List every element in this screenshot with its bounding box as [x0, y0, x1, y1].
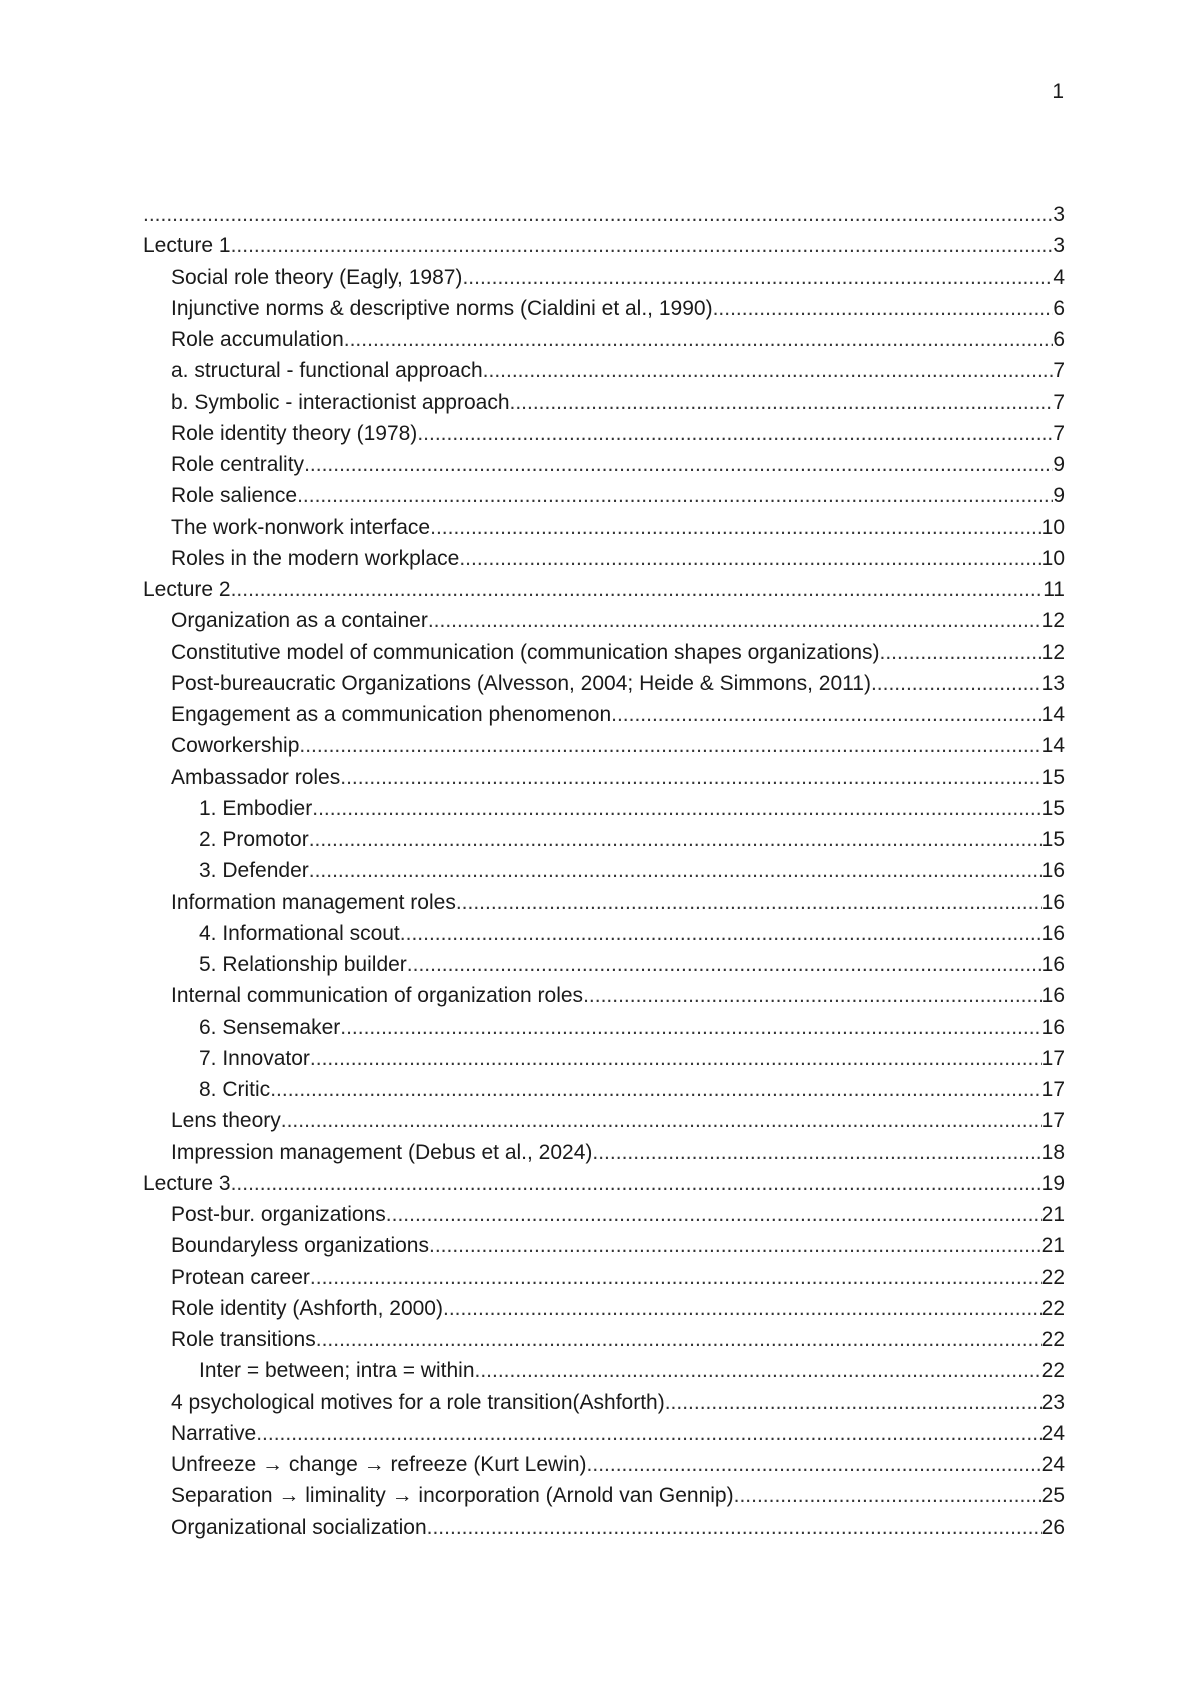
toc-entry[interactable]: [143, 887, 1065, 918]
toc-entry[interactable]: [143, 1262, 1065, 1293]
toc-entry-title: 3. Defender: [199, 859, 309, 883]
table-of-contents: [143, 199, 1065, 1543]
toc-dot-leader: [880, 637, 1042, 668]
toc-dot-leader: [312, 793, 1041, 824]
toc-entry-title: Constitutive model of communication (communication shapes organizations): [171, 640, 880, 664]
toc-entry-title: Post-bur. organizations: [171, 1203, 386, 1226]
toc-entry[interactable]: [143, 1324, 1065, 1355]
toc-entry-page-number: 3: [1053, 203, 1065, 226]
toc-entry[interactable]: [143, 1230, 1065, 1261]
toc-entry-page-number: 25: [1041, 1484, 1065, 1508]
toc-dot-leader: [297, 480, 1053, 511]
toc-entry-title: Lecture 2: [143, 578, 231, 601]
toc-entry-page-number: 12: [1041, 640, 1065, 664]
toc-dot-leader: [443, 1293, 1042, 1324]
toc-dot-leader: [456, 887, 1042, 918]
toc-entry[interactable]: [143, 324, 1065, 355]
toc-entry-page-number: 15: [1041, 765, 1065, 789]
toc-entry-title: Lecture 3: [143, 1171, 231, 1195]
toc-entry[interactable]: [143, 512, 1065, 543]
toc-entry-title: 8. Critic: [199, 1078, 271, 1101]
toc-dot-leader: [299, 730, 1041, 761]
toc-entry-title: Post-bureaucratic Organizations (Alvesson, 2004; Heide & Simmons, 2011): [171, 671, 871, 695]
toc-entry-title: Impression management (Debus et al., 2024): [171, 1140, 593, 1164]
toc-entry-title: Organizational socialization: [171, 1515, 427, 1539]
toc-entry[interactable]: [143, 262, 1065, 293]
toc-entry-page-number: 11: [1043, 578, 1065, 601]
toc-entry-page-number: 10: [1041, 546, 1065, 570]
toc-entry-page-number: 9: [1053, 453, 1065, 476]
toc-entry-page-number: 21: [1041, 1234, 1065, 1258]
toc-entry-page-number: 16: [1041, 859, 1065, 883]
toc-dot-leader: [510, 387, 1054, 418]
toc-entry-title: Role identity theory (1978): [171, 421, 418, 445]
toc-entry-title: Injunctive norms & descriptive norms (Cialdini et al., 1990): [171, 296, 713, 320]
toc-entry-title: 5. Relationship builder: [199, 953, 407, 976]
toc-entry[interactable]: [143, 1137, 1065, 1168]
toc-entry[interactable]: [143, 605, 1065, 636]
toc-entry-title: Separation → liminality → incorporation (Arnold van Gennip): [171, 1484, 734, 1508]
toc-entry[interactable]: [143, 1199, 1065, 1230]
toc-entry[interactable]: [143, 762, 1065, 793]
toc-entry-title: Role salience: [171, 484, 298, 508]
toc-entry-page-number: 15: [1041, 828, 1065, 851]
toc-dot-leader: [400, 918, 1042, 949]
toc-entry[interactable]: [143, 1387, 1065, 1418]
toc-entry[interactable]: [143, 1449, 1065, 1480]
toc-entry-page-number: 19: [1041, 1171, 1065, 1195]
toc-entry-title: The work-nonwork interface: [171, 515, 431, 539]
toc-entry-page-number: 24: [1041, 1453, 1065, 1476]
toc-entry[interactable]: [143, 1043, 1065, 1074]
toc-dot-leader: [304, 449, 1053, 480]
toc-entry-page-number: 13: [1041, 671, 1065, 695]
toc-dot-leader: [340, 1012, 1041, 1043]
toc-entry-title: Inter = between; intra = within: [199, 1359, 475, 1383]
toc-dot-leader: [340, 762, 1041, 793]
toc-entry-title: Organization as a container: [171, 609, 428, 633]
toc-dot-leader: [592, 1137, 1041, 1168]
toc-entry[interactable]: [143, 793, 1065, 824]
toc-entry-page-number: 23: [1041, 1390, 1065, 1414]
toc-entry-page-number: 17: [1041, 1078, 1065, 1101]
toc-entry-title: Role centrality: [171, 453, 305, 476]
toc-entry[interactable]: [143, 1293, 1065, 1324]
toc-entry-title: a. structural - functional approach: [171, 359, 483, 383]
toc-dot-leader: [417, 418, 1053, 449]
toc-entry-page-number: 16: [1041, 1015, 1065, 1039]
toc-entry-page-number: 14: [1041, 703, 1065, 726]
toc-entry[interactable]: [143, 980, 1065, 1011]
toc-entry-title: Roles in the modern workplace: [171, 546, 460, 570]
toc-entry[interactable]: [143, 574, 1065, 605]
toc-entry[interactable]: [143, 824, 1065, 855]
toc-entry[interactable]: [143, 480, 1065, 511]
toc-dot-leader: [483, 355, 1054, 386]
toc-entry[interactable]: [143, 730, 1065, 761]
toc-entry-page-number: 22: [1041, 1359, 1065, 1383]
toc-entry[interactable]: [143, 855, 1065, 886]
toc-entry-page-number: 6: [1053, 328, 1065, 351]
toc-entry-page-number: 22: [1041, 1265, 1065, 1289]
toc-entry-title: 7. Innovator: [199, 1046, 310, 1070]
toc-entry[interactable]: [143, 918, 1065, 949]
toc-entry-page-number: 7: [1053, 359, 1065, 383]
toc-dot-leader: [583, 980, 1042, 1011]
toc-entry[interactable]: [143, 699, 1065, 730]
toc-entry-title: Lecture 1: [143, 234, 231, 258]
toc-entry-title: 4. Informational scout: [199, 921, 400, 945]
toc-dot-leader: [429, 1230, 1042, 1261]
toc-entry-page-number: 22: [1041, 1296, 1065, 1320]
toc-dot-leader: [309, 824, 1042, 855]
toc-entry[interactable]: [143, 355, 1065, 386]
toc-dot-leader: [386, 1199, 1042, 1230]
toc-dot-leader: [231, 230, 1054, 261]
toc-dot-leader: [256, 1418, 1041, 1449]
toc-entry-page-number: 17: [1041, 1109, 1065, 1133]
toc-entry[interactable]: [143, 1418, 1065, 1449]
toc-entry-page-number: 6: [1053, 296, 1065, 320]
toc-dot-leader: [143, 199, 1053, 230]
toc-entry-page-number: 10: [1041, 515, 1065, 539]
toc-entry[interactable]: [143, 1480, 1065, 1511]
toc-dot-leader: [407, 949, 1042, 980]
toc-entry-page-number: 7: [1053, 390, 1065, 414]
toc-entry-title: Information management roles: [171, 890, 456, 914]
toc-entry-title: Role transitions: [171, 1328, 316, 1351]
toc-entry-page-number: 9: [1053, 484, 1065, 508]
toc-entry[interactable]: [143, 1355, 1065, 1386]
toc-entry-title: Internal communication of organization roles: [171, 984, 584, 1008]
toc-dot-leader: [462, 262, 1053, 293]
toc-entry-title: Lens theory: [171, 1109, 281, 1133]
toc-entry[interactable]: [143, 1105, 1065, 1136]
toc-entry-title: Boundaryless organizations: [171, 1234, 429, 1258]
toc-dot-leader: [316, 1324, 1042, 1355]
toc-entry-title: 1. Embodier: [199, 796, 313, 820]
toc-dot-leader: [871, 668, 1042, 699]
toc-entry[interactable]: [143, 949, 1065, 980]
toc-entry-page-number: 22: [1041, 1328, 1065, 1351]
toc-entry-title: Unfreeze → change → refreeze (Kurt Lewin): [171, 1453, 587, 1476]
toc-entry[interactable]: [143, 387, 1065, 418]
toc-entry-page-number: 16: [1041, 921, 1065, 945]
toc-entry-title: Ambassador roles: [171, 765, 341, 789]
toc-entry-page-number: 16: [1041, 953, 1065, 976]
toc-entry-page-number: 16: [1041, 890, 1065, 914]
toc-entry[interactable]: [143, 1168, 1065, 1199]
toc-entry-page-number: 24: [1041, 1421, 1065, 1445]
toc-entry-page-number: 3: [1053, 234, 1065, 258]
toc-dot-leader: [430, 512, 1042, 543]
toc-entry-title: Role accumulation: [171, 328, 344, 351]
toc-entry-title: 2. Promotor: [199, 828, 309, 851]
toc-entry-page-number: 15: [1041, 796, 1065, 820]
toc-dot-leader: [344, 324, 1054, 355]
toc-dot-leader: [309, 855, 1042, 886]
toc-entry-page-number: 14: [1041, 734, 1065, 758]
toc-entry-title: Protean career: [171, 1265, 310, 1289]
toc-dot-leader: [713, 293, 1054, 324]
toc-dot-leader: [475, 1355, 1042, 1386]
toc-entry-page-number: 12: [1041, 609, 1065, 633]
toc-dot-leader: [231, 574, 1044, 605]
toc-entry-title: Social role theory (Eagly, 1987): [171, 265, 463, 289]
toc-entry-page-number: 26: [1041, 1515, 1065, 1539]
toc-dot-leader: [310, 1262, 1042, 1293]
toc-entry[interactable]: [143, 230, 1065, 261]
toc-entry[interactable]: [143, 668, 1065, 699]
toc-dot-leader: [459, 543, 1041, 574]
toc-entry-page-number: 4: [1053, 265, 1065, 289]
toc-entry-title: Coworkership: [171, 734, 300, 758]
toc-dot-leader: [587, 1449, 1042, 1480]
toc-dot-leader: [281, 1105, 1042, 1136]
toc-dot-leader: [665, 1387, 1042, 1418]
toc-dot-leader: [428, 605, 1042, 636]
toc-entry[interactable]: [143, 418, 1065, 449]
toc-entry-title: Role identity (Ashforth, 2000): [171, 1296, 443, 1320]
toc-dot-leader: [310, 1043, 1042, 1074]
toc-entry-title: 4 psychological motives for a role transition(Ashforth): [171, 1390, 665, 1414]
toc-entry-page-number: 16: [1041, 984, 1065, 1008]
toc-entry-title: Narrative: [171, 1421, 257, 1445]
toc-dot-leader: [611, 699, 1042, 730]
toc-entry[interactable]: [143, 1512, 1065, 1543]
toc-entry-page-number: 21: [1041, 1203, 1065, 1226]
toc-entry-page-number: 17: [1041, 1046, 1065, 1070]
toc-entry[interactable]: [143, 1012, 1065, 1043]
toc-dot-leader: [734, 1480, 1042, 1511]
toc-dot-leader: [231, 1168, 1042, 1199]
toc-entry[interactable]: [143, 293, 1065, 324]
toc-entry-title: Engagement as a communication phenomenon: [171, 703, 612, 726]
toc-entry-title: 6. Sensemaker: [199, 1015, 341, 1039]
toc-entry-title: b. Symbolic - interactionist approach: [171, 390, 510, 414]
page-number: 1: [1052, 80, 1064, 103]
toc-entry[interactable]: [143, 637, 1065, 668]
toc-entry[interactable]: [143, 543, 1065, 574]
toc-dot-leader: [270, 1074, 1041, 1105]
toc-dot-leader: [427, 1512, 1042, 1543]
toc-entry-page-number: 18: [1041, 1140, 1065, 1164]
toc-entry[interactable]: [143, 199, 1065, 230]
toc-entry[interactable]: [143, 1074, 1065, 1105]
toc-entry[interactable]: [143, 449, 1065, 480]
toc-entry-page-number: 7: [1053, 421, 1065, 445]
